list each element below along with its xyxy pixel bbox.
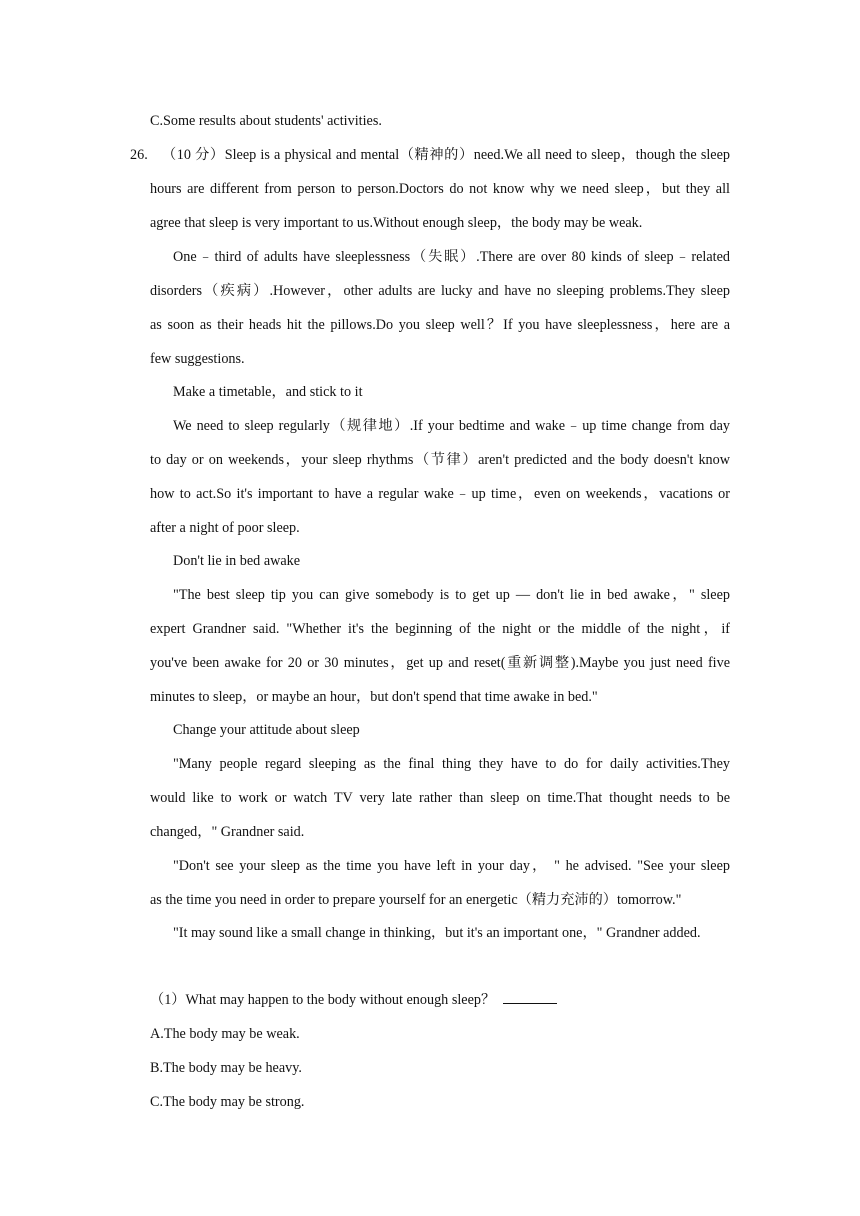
passage-line: expert Grandner said. "Whether it's the beginning of the night or the middle of the night，if xyxy=(150,621,730,637)
passage-line: few suggestions. xyxy=(150,351,245,367)
section-heading: Don't lie in bed awake xyxy=(173,553,301,569)
passage-line: hours are different from person to person.Doctors do not know why we need sleep，but they all xyxy=(150,181,730,197)
passage-line: disorders（疾病）.However，other adults are lucky and have no sleeping problems.They sleep xyxy=(150,283,730,299)
passage-line: agree that sleep is very important to us.Without enough sleep，the body may be weak. xyxy=(150,215,643,231)
previous-option-c: C.Some results about students' activities. xyxy=(150,113,382,129)
option-c: C.The body may be strong. xyxy=(150,1094,305,1110)
sub-question-prompt: （1）What may happen to the body without enough sleep？ xyxy=(150,992,496,1008)
option-b: B.The body may be heavy. xyxy=(150,1060,302,1076)
passage-line: "It may sound like a small change in thinking，but it's an important one，" Grandner added. xyxy=(173,925,701,941)
sub-question-1 xyxy=(150,983,730,1017)
passage-line: you've been awake for 20 or 30 minutes，get up and reset(重新调整).Maybe you just need five xyxy=(150,655,730,671)
passage-line: We need to sleep regularly（规律地）.If your bedtime and wake﹣up time change from day xyxy=(173,418,730,434)
passage-line: would like to work or watch TV very late rather than sleep on time.That thought needs to be xyxy=(150,790,730,806)
passage-line: minutes to sleep，or maybe an hour，but don't spend that time awake in bed." xyxy=(150,689,598,705)
passage-line: （10 分）Sleep is a physical and mental（精神的）need.We all need to sleep，though the sleep xyxy=(162,147,730,163)
section-heading: Make a timetable，and stick to it xyxy=(173,384,363,400)
passage-line: "Don't see your sleep as the time you have left in your day， " he advised. "See your sleep xyxy=(173,858,730,874)
passage-line: how to act.So it's important to have a regular wake﹣up time，even on weekends，vacations or xyxy=(150,486,730,502)
passage-line: as the time you need in order to prepare yourself for an energetic（精力充沛的）tomorrow." xyxy=(150,892,682,908)
passage-line: "Many people regard sleeping as the final thing they have to do for daily activities.They xyxy=(173,756,730,772)
question-number: 26. xyxy=(130,147,148,163)
passage-line: after a night of poor sleep. xyxy=(150,520,300,536)
passage-line: changed，" Grandner said. xyxy=(150,824,305,840)
passage-line: One﹣third of adults have sleeplessness（失眠）.There are over 80 kinds of sleep﹣related xyxy=(173,249,730,265)
passage-line: as soon as their heads hit the pillows.Do you sleep well？If you have sleeplessness，here are a xyxy=(150,317,730,333)
passage-line: to day or on weekends，your sleep rhythms（节律）aren't predicted and the body doesn't know xyxy=(150,452,730,468)
option-a: A.The body may be weak. xyxy=(150,1026,300,1042)
answer-blank[interactable] xyxy=(503,989,557,1004)
passage-line: "The best sleep tip you can give somebody is to get up — don't lie in bed awake，" sleep xyxy=(173,587,730,603)
section-heading: Change your attitude about sleep xyxy=(173,722,360,738)
